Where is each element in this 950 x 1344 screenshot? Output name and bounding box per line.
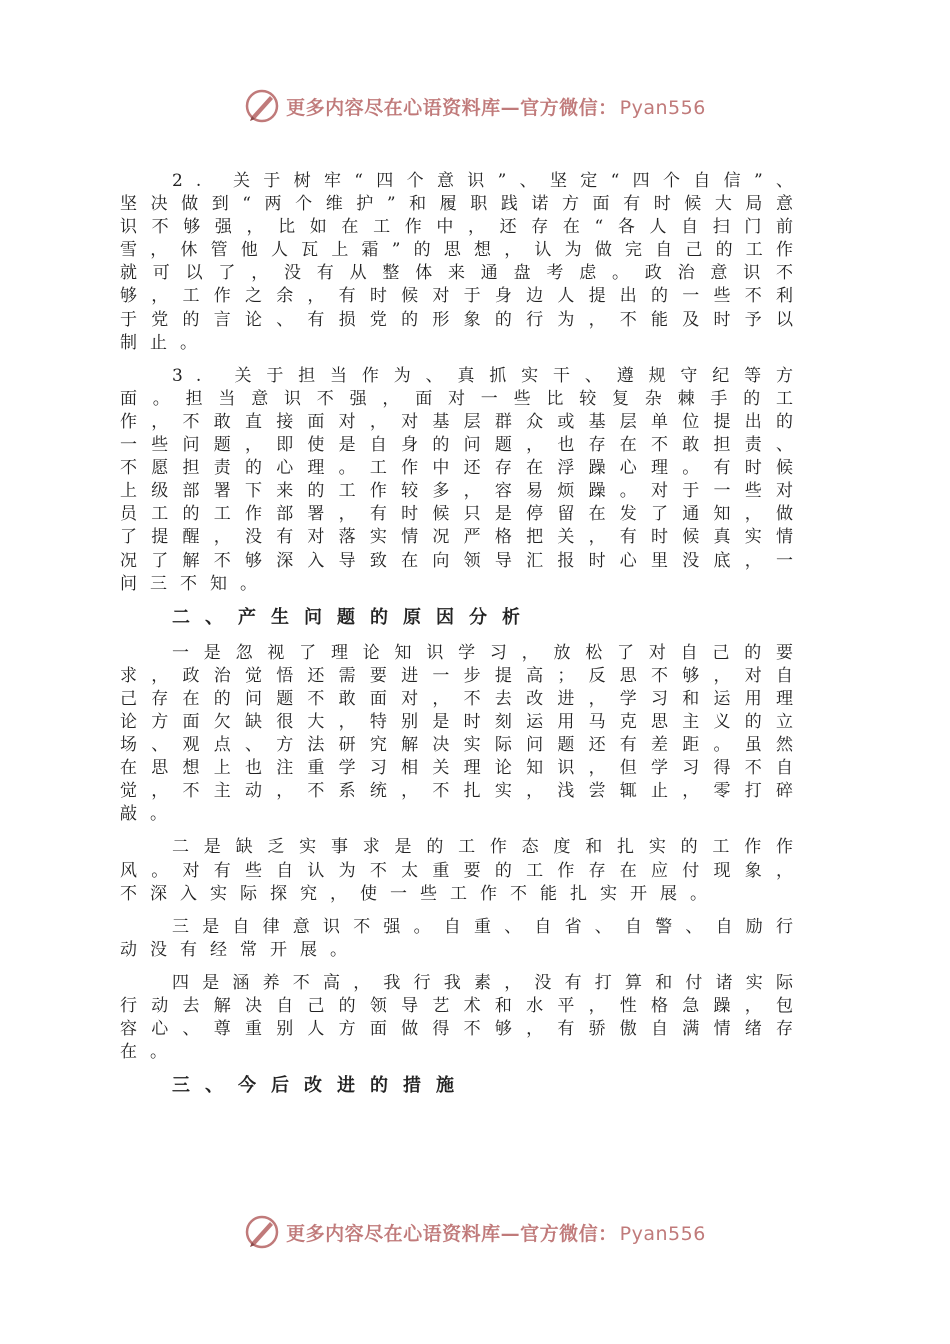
reason-1: 一是忽视了理论知识学习，放松了对自己的要求，政治觉悟还需要进一步提高；反思不够，对自己存在的问题不敢面对，不去改进，学习和运用理论方面欠缺很大，特别是时刻运用马克思主义的立场、观点、方法研究解决实际问题还有差距。虽然在思想上也注重学习相关理论知识，但学习得不自觉，不主动，不系统，不扎实，浅尝辄止，零打碎敲。 [120, 642, 806, 825]
paragraph-3: 3. 关于担当作为、真抓实干、遵规守纪等方面。担当意识不强，面对一些比较复杂棘手的工作，不敢直接面对，对基层群众或基层单位提出的一些问题，即使是自身的问题，也存在不敢担责、不愿担责的心理。工作中还存在浮躁心理。有时候上级部署下来的工作较多，容易烦躁。对于一些对员工的工作部署，有时候只是停留在发了通知，做了提醒，没有对落实情况严格把关，有时候真实情况了解不够深入导致在向领导汇报时心里没底，一问三不知。 [120, 365, 806, 594]
banner-text: 更多内容尽在心语资料库—官方微信： Pyan556 [286, 96, 706, 119]
reason-4: 四是涵养不高，我行我素，没有打算和付诸实际行动去解决自己的领导艺术和水平，性格急躁，包容心、尊重别人方面做得不够，有骄傲自满情绪存在。 [120, 972, 806, 1063]
pen-logo-icon [244, 1214, 280, 1250]
heading-improvement-measures: 三、今后改进的措施 [172, 1075, 469, 1097]
reason-3: 三是自律意识不强。自重、自省、自警、自励行动没有经常开展。 [120, 916, 806, 960]
footer-banner [0, 1212, 950, 1252]
pen-logo-icon [244, 88, 280, 124]
wechat-id: Pyan556 [619, 1222, 706, 1245]
header-banner [0, 86, 950, 126]
banner-text: 更多内容尽在心语资料库—官方微信： Pyan556 [286, 1222, 706, 1245]
wechat-id: Pyan556 [619, 96, 706, 119]
paragraph-2: 2. 关于树牢“四个意识”、坚定“四个自信”、坚决做到“两个维护”和履职践诺方面有时候大局意识不够强，比如在工作中，还存在“各人自扫门前雪，休管他人瓦上霜”的思想，认为做完自己的工作就可以了，没有从整体来通盘考虑。政治意识不够，工作之余，有时候对于身边人提出的一些不利于党的言论、有损党的形象的行为，不能及时予以制止。 [120, 171, 806, 353]
heading-cause-analysis: 二、产生问题的原因分析 [172, 606, 535, 628]
reason-2: 二是缺乏实事求是的工作态度和扎实的工作作风。对有些自认为不太重要的工作存在应付现象，不深入实际探究，使一些工作不能扎实开展。 [120, 837, 806, 904]
document-body [120, 170, 806, 1110]
